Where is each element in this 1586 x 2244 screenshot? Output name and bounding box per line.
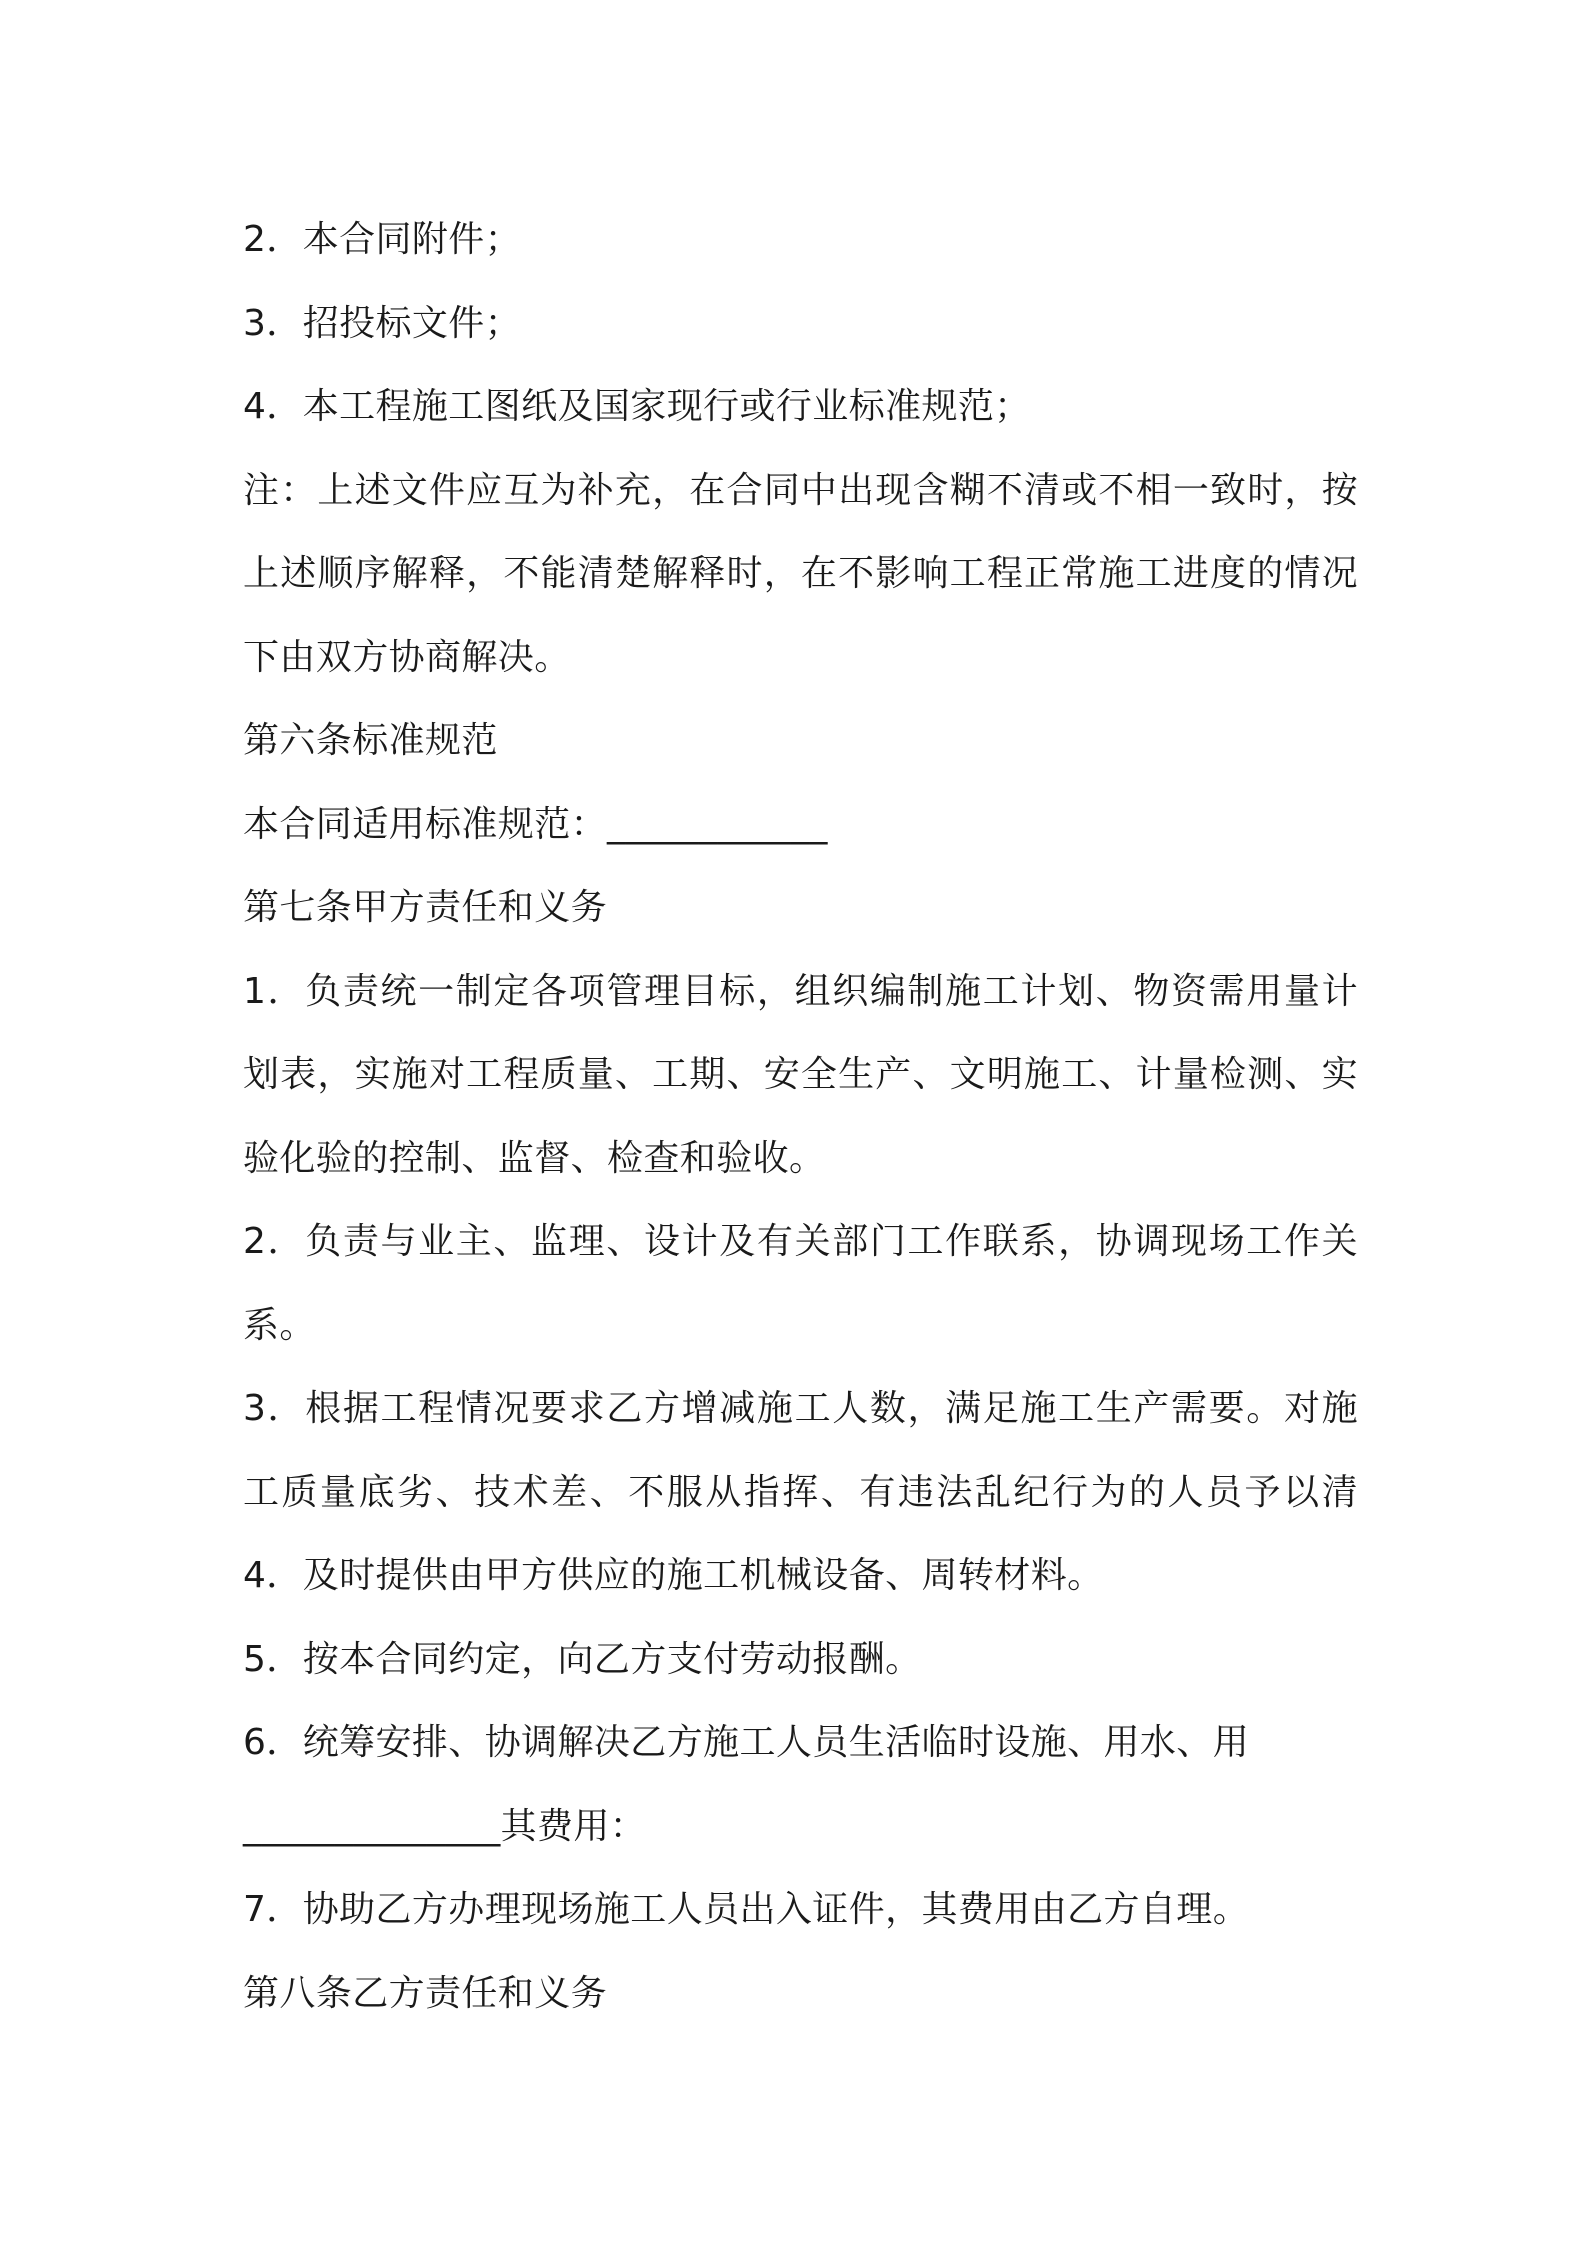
- note-line-3: 下由双方协商解决。: [243, 636, 571, 678]
- party-a-duty-3-line-1: 3．根据工程情况要求乙方增减施工人数，满足施工生产需要。对施: [243, 1388, 1358, 1429]
- party-a-duty-3-line-2: 工质量底劣、技术差、不服从指挥、有违法乱纪行为的人员予以清: [243, 1471, 1358, 1513]
- list-item-tender-documents: 3．招投标文件；: [243, 302, 522, 344]
- party-a-duty-6-line-1: 6．统筹安排、协调解决乙方施工人员生活临时设施、用水、用: [243, 1722, 1250, 1763]
- party-a-duty-2-line-1: 2．负责与业主、监理、设计及有关部门工作联系，协调现场工作关: [243, 1221, 1358, 1262]
- note-line-1: 注：上述文件应互为补充，在合同中出现含糊不清或不相一致时，按: [243, 469, 1358, 511]
- document-body: [243, 198, 1358, 2035]
- article-seven-heading: 第七条甲方责任和义务: [243, 887, 608, 928]
- article-six-heading: 第六条标准规范: [243, 720, 498, 761]
- article-eight-heading: 第八条乙方责任和义务: [243, 1972, 608, 2014]
- party-a-duty-7: 7．协助乙方办理现场施工人员出入证件，其费用由乙方自理。: [243, 1889, 1250, 1930]
- applicable-standards-line: 本合同适用标准规范：____________: [243, 803, 828, 845]
- party-a-duty-4: 4．及时提供由甲方供应的施工机械设备、周转材料。: [243, 1555, 1104, 1596]
- party-a-duty-1-line-3: 验化验的控制、监督、检查和验收。: [243, 1137, 826, 1179]
- list-item-drawings-standards: 4．本工程施工图纸及国家现行或行业标准规范；: [243, 386, 1031, 427]
- party-a-duty-6-line-2: ______________其费用：: [243, 1805, 647, 1847]
- party-a-duty-2-line-2: 系。: [243, 1304, 316, 1346]
- party-a-duty-5: 5．按本合同约定，向乙方支付劳动报酬。: [243, 1638, 922, 1680]
- party-a-duty-1-line-1: 1．负责统一制定各项管理目标，组织编制施工计划、物资需用量计: [243, 970, 1358, 1012]
- list-item-attachments: 2．本合同附件；: [243, 219, 522, 260]
- party-a-duty-1-line-2: 划表，实施对工程质量、工期、安全生产、文明施工、计量检测、实: [243, 1054, 1358, 1095]
- note-line-2: 上述顺序解释，不能清楚解释时，在不影响工程正常施工进度的情况: [243, 553, 1358, 594]
